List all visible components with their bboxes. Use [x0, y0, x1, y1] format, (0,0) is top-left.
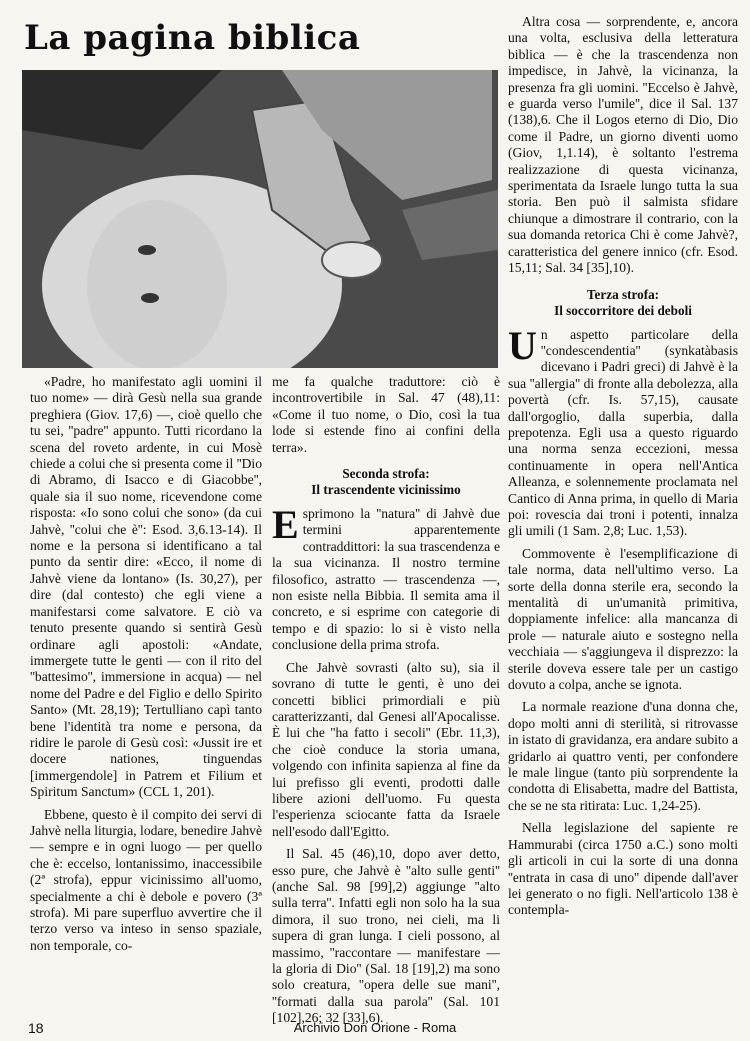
page-number: 18	[28, 1020, 44, 1036]
section-title: Terza strofa:	[586, 286, 660, 302]
column-2	[272, 374, 500, 1033]
section-subtitle: Il trascendente vicinissimo	[311, 482, 461, 498]
paragraph: Altra cosa — sorprendente, e, ancora una volta, esclusiva della letteratura biblica — è che la trascendenza non impedisce, in Jahvè, la vicinanza, la presenza fra gli uomini. ''Eccelso è Jahvè, e guarda verso l'umile'', dice il Sal. 137 (138),6. Che il Logos eterno di Dio, Dio come il Padre, un giorno diventi uomo (Giov, 1,1.14), è soltanto l'estrema realizzazione di questa vicinanza, sperimentata da Israele lungo tutta la sua storia. Ben può il salmista sfidare chiunque a dimostrare il contrario, con la sua domanda retorica Chi è come Jahvè?, caratteristica del genere innico (cfr. Esod. 15,11; Sal. 34 [35],10).	[508, 14, 738, 276]
section-heading-2	[272, 466, 500, 498]
drop-cap: E	[272, 502, 299, 548]
paragraph: me fa qualche traduttore: ciò è incontrovertibile in Sal. 47 (48),11: «Come il tuo nome, o Dio, così la tua lode si estende fino ai confini della terra».	[272, 374, 500, 455]
paragraph: Ebbene, questo è il compito dei servi di Jahvè nella liturgia, lodare, benedire Jahvè — sempre e in ogni luogo — per quello che è: eccelso, lontanissimo, inaccessibile (2ª strofa), eppur vicinissimo all'uomo, specialmente a chi è debole e povero (3ª strofa). Mi pare superfluo avvertire che il terzo verso va inteso in senso spaziale, non temporale, co-	[30, 806, 262, 953]
baptism-photo	[22, 70, 498, 368]
section-heading-3	[508, 287, 738, 319]
paragraph	[508, 322, 738, 540]
page-title: La pagina biblica	[24, 18, 361, 58]
section-title: Seconda strofa:	[342, 466, 430, 482]
archive-footer: Archivio Don Orione - Roma	[293, 1020, 457, 1035]
paragraph-text: sprimono la ''natura'' di Jahvè due termini apparentemente contraddittori: la sua trascendenza e la sua vicinanza. Il nostro termine filosofico, astratto — trascendenza —, non esiste nella Bibbia. Il semita ama il concreto, e si esprime con categorie di tempo e di spazio: lo si è visto nella conclusione della prima strofa.	[272, 506, 500, 653]
column-3	[508, 14, 738, 925]
paragraph: Nella legislazione del sapiente re Hammurabi (circa 1750 a.C.) sono molti gli articoli in cui la sorte di una donna ''entrata in casa di uno'' dipende dall'aver lei generato o no figli. Nell'articolo 138 è contempla-	[508, 820, 738, 918]
section-subtitle: Il soccorritore dei deboli	[554, 302, 692, 318]
drop-cap: U	[508, 322, 537, 368]
column-1	[30, 374, 262, 960]
paragraph: Commovente è l'esemplificazione di tale norma, data nell'ultimo verso. La sorte della donna sterile era, secondo la mentalità di un'umanità primitiva, doppiamente infelice: alla mancanza di prole — naturale aiuto e sostegno nella vecchiaia — s'aggiungeva il disprezzo: la sterile doveva essere tale per un castigo dovuto a colpa, anche se ignota.	[508, 545, 738, 693]
paragraph: «Padre, ho manifestato agli uomini il tuo nome» — dirà Gesù nella sua grande preghiera (Giov. 17,6) —, cioè quello che tu sei, ''padre'' appunto. Tutti ricordano la scena del roveto ardente, in cui Mosè chiede a colui che si presenta come il ''Dio di Abramo, di Isacco e di Giacobbe'', quale sia il suo nome, ricevendone come risposta: «Io sono colui che sono» (da cui Jahvè, ''colui che è'': Esod. 3,6.13-14). Il nome e la persona si identificano a tal punto da sentir dire: «Ecco, il nome di Jahvè viene da lontano» (Is. 30,27), per dire (dal contesto) che egli viene a manifestarsi come salvatore. E ciò va tenuto presente quando si sentirà Gesù ordinare agli apostoli: «Andate, immergete tutte le genti — con il rito del ''battesimo'', immersione in acqua) — nel nome del Padre e del Figlio e dello Spirito Santo» (Mt. 28,19); Tertulliano capì tanto bene l'identità tra nome e persona, da ridire le parole di Gesù così: «Jussit ire et docere nationes, tinguendas [immergendole] in Patrem et Filium et Spiritum Sanctum» (CCL 1, 201).	[30, 374, 262, 800]
paragraph: Il Sal. 45 (46),10, dopo aver detto, esso pure, che Jahvè è ''alto sulle genti'' (anche Sal. 98 [99],2) aggiunge ''alto sulla terra''. Infatti egli non solo ha la sua dimora, il suo trono, nei cieli, ma li supera di gran lunga. I cieli possono, al massimo, ''raccontare — manifestare — la gloria di Dio'' (Sal. 18 [19],2) ma sono solo creatura, ''opera delle sue mani'', ''formati dalla sua parola'' (Sal. 101 [102],26; 32 [33],6).	[272, 846, 500, 1026]
paragraph-text: n aspetto particolare della ''condescendentia'' (synkatàbasis dicevano i Padri greci) di Jahvè è la sua ''allergia'' di fronte alla debolezza, alla povertà (cfr. Is. 57,15), causate dall'orgoglio, dalla superbia, dalla prepotenza. Egli usa a questo riguardo una norma senza eccezioni, messa continuamente in opera nell'Antica Alleanza, e solennemente proclamata nel Cantico di Anna prima, in quello di Maria poi: rovescia dai troni i potenti, innalza gli umili (1 Sam. 2,8; Luc. 1,53).	[508, 326, 738, 539]
paragraph: La normale reazione d'una donna che, dopo molti anni di sterilità, si ritrovasse in istato di gravidanza, era andare subito a gridarlo ai quattro venti, per confondere le male lingue (tanto più sorprendente la condotta di Elisabetta, madre del Battista, che se ne sta ritirata: Luc. 1,24-25).	[508, 699, 738, 813]
paragraph	[272, 502, 500, 654]
baptism-photo-illustration	[22, 70, 498, 368]
paragraph: Che Jahvè sovrasti (alto su), sia il sovrano di tutte le genti, è uno dei concetti biblici primordiali e più caratterizzanti, dal Genesi all'Apocalisse. È lui che ''ha fatto i secoli'' (Ebr. 11,3), che cioè conduce la storia umana, volgendo con infinita sapienza al fine da lui prefisso gli eventi, prodotti dalle libere azioni dell'uomo. Fu questa l'esperienza sciocante fatta da Israele nell'esodo dall'Egitto.	[272, 659, 500, 839]
